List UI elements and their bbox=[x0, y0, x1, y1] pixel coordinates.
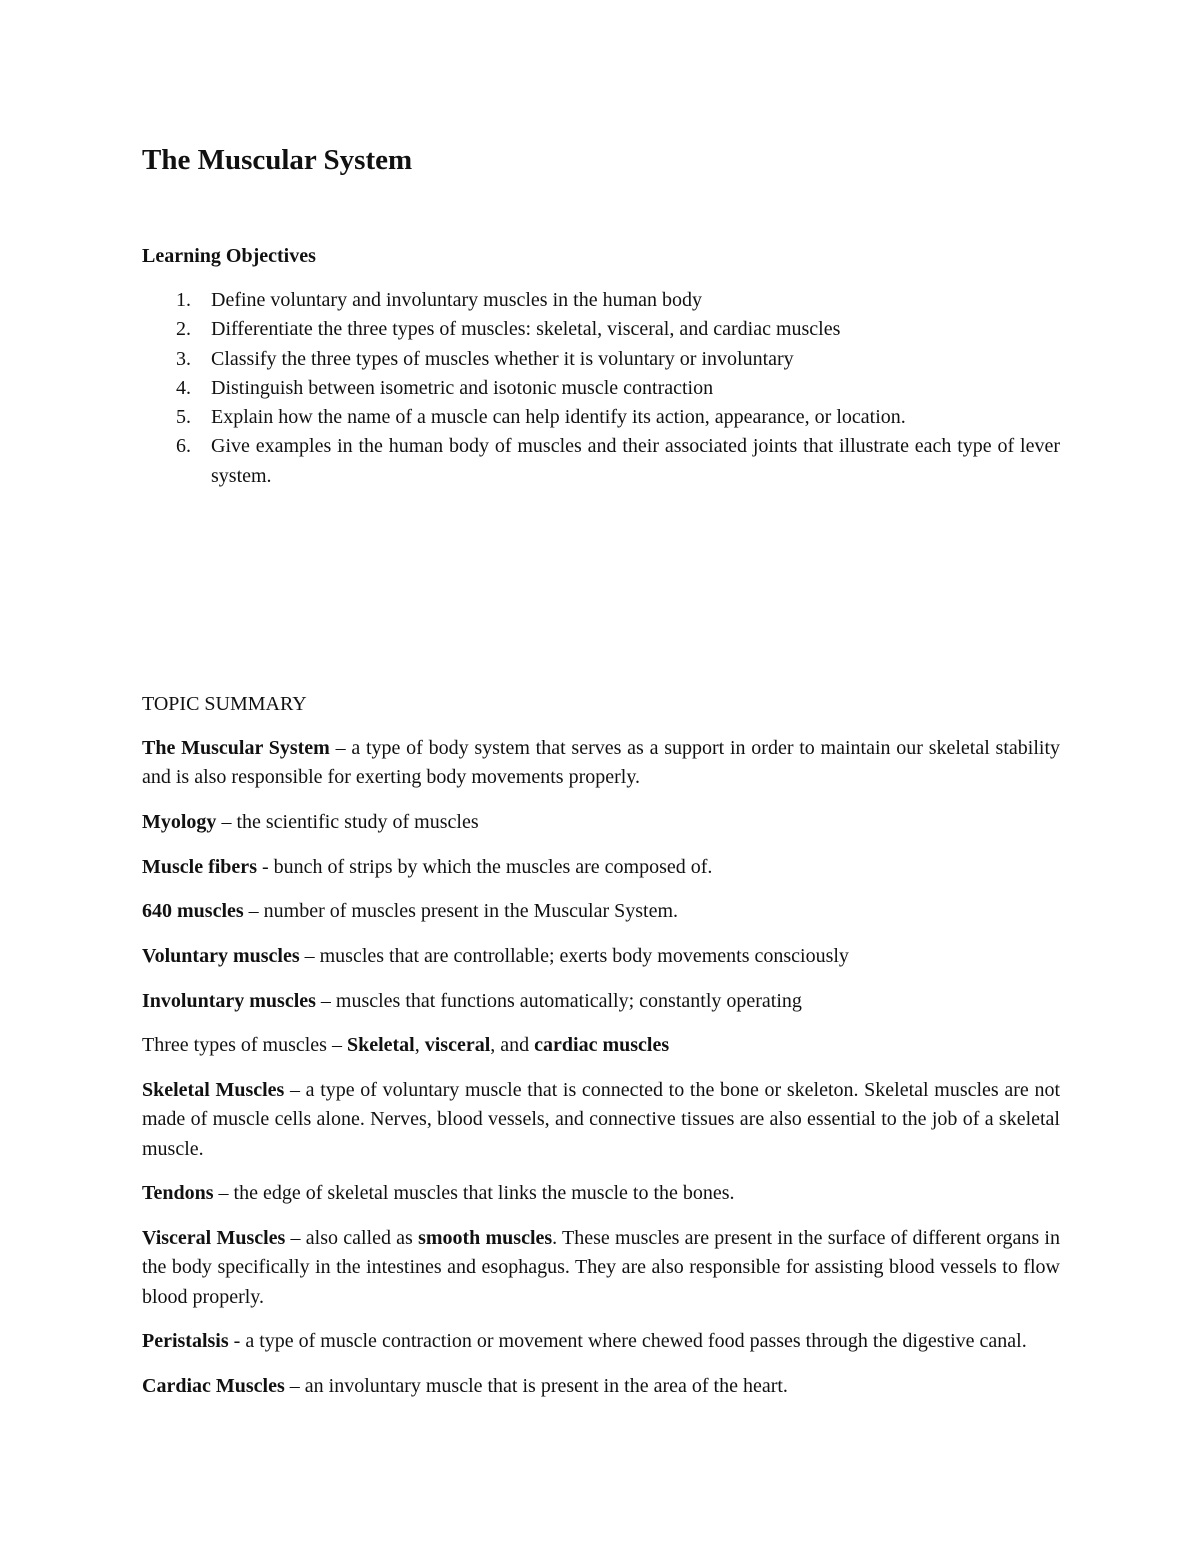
topic-summary-body bbox=[142, 734, 1060, 1417]
objective-item: 5. Explain how the name of a muscle can help identify its action, appearance, or location. bbox=[176, 406, 906, 429]
term-voluntary-muscles: Voluntary muscles – muscles that are controllable; exerts body movements consciously bbox=[142, 945, 849, 968]
learning-objectives-heading: Learning Objectives bbox=[142, 245, 316, 267]
objective-item: 3. Classify the three types of muscles whether it is voluntary or involuntary bbox=[176, 347, 794, 370]
objective-item: 1. Define voluntary and involuntary muscles in the human body bbox=[176, 289, 703, 311]
term-cardiac-muscles: Cardiac Muscles – an involuntary muscle that is present in the area of the heart. bbox=[142, 1375, 788, 1398]
term-muscle-fibers: Muscle fibers - bunch of strips by which the muscles are composed of. bbox=[142, 855, 713, 878]
term-muscle-count: 640 muscles – number of muscles present in the Muscular System. bbox=[142, 900, 679, 923]
term-myology: Myology – the scientific study of muscles bbox=[142, 810, 479, 833]
term-three-types: Three types of muscles – Skeletal, visceral, and cardiac muscles bbox=[142, 1034, 670, 1057]
learning-objectives-list bbox=[142, 286, 1060, 491]
term-visceral-muscles: Visceral Muscles – also called as smooth muscles. These muscles are present in the surface of different organs in the body specifically in the intestines and esophagus. They are also responsible for assisting blood vessels to flow blood properly. bbox=[142, 1227, 1060, 1308]
term-muscular-system: The Muscular System – a type of body system that serves as a support in order to maintain our skeletal stability and is also responsible for exerting body movements properly. bbox=[142, 737, 1060, 789]
topic-summary-heading: TOPIC SUMMARY bbox=[142, 693, 307, 715]
objective-item: 4. Distinguish between isometric and isotonic muscle contraction bbox=[176, 376, 714, 399]
term-tendons: Tendons – the edge of skeletal muscles that links the muscle to the bones. bbox=[142, 1182, 735, 1205]
document-page bbox=[142, 138, 1061, 1398]
page-title: The Muscular System bbox=[142, 144, 413, 176]
term-skeletal-muscles: Skeletal Muscles – a type of voluntary muscle that is connected to the bone or skeleton. Skeletal muscles are not made of muscle cells alone. Nerves, blood vessels, and connective tissues are also essential to the job of a skeletal muscle. bbox=[142, 1079, 1061, 1160]
objective-item: 2. Differentiate the three types of muscles: skeletal, visceral, and cardiac muscles bbox=[176, 318, 841, 341]
objective-item: 6. Give examples in the human body of muscles and their associated joints that illustrate each type of lever system. bbox=[176, 435, 1060, 487]
term-involuntary-muscles: Involuntary muscles – muscles that functions automatically; constantly operating bbox=[142, 989, 802, 1012]
term-peristalsis: Peristalsis - a type of muscle contraction or movement where chewed food passes through the digestive canal. bbox=[142, 1330, 1027, 1353]
